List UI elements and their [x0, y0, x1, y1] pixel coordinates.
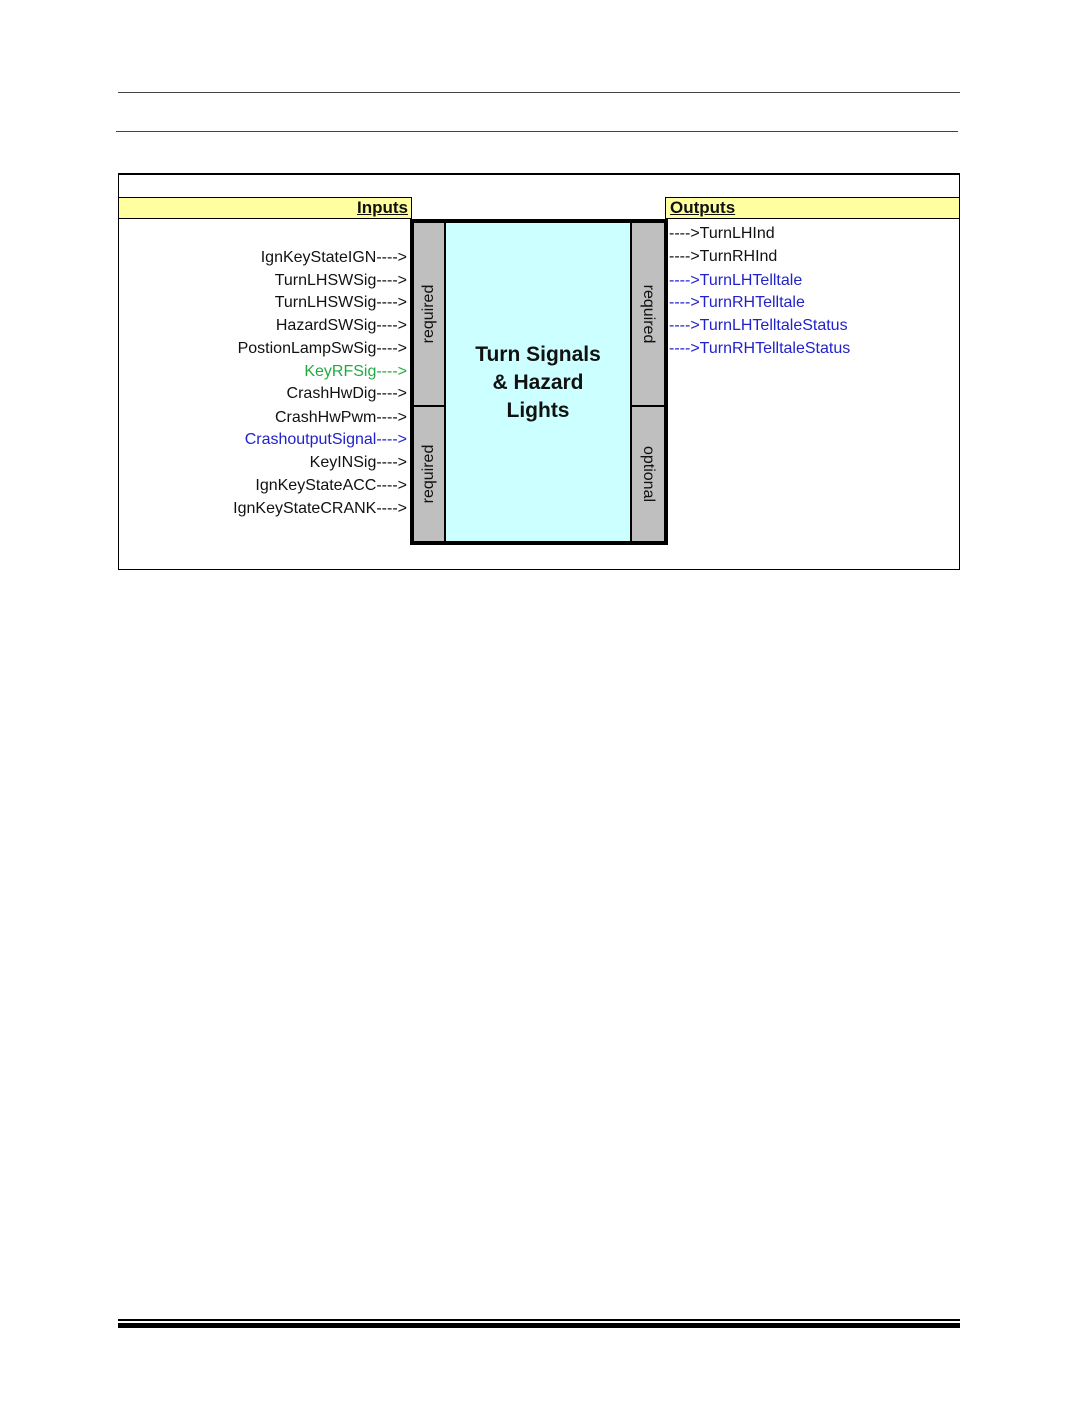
input-signal: KeyINSig----> — [309, 454, 407, 471]
input-signal: IgnKeyStateACC----> — [255, 477, 407, 494]
left-bottom-port — [414, 407, 446, 541]
top-rule-1 — [118, 92, 960, 93]
right-top-port — [630, 223, 664, 407]
output-signal: ---->TurnRHTelltaleStatus — [669, 340, 851, 357]
input-signal: KeyRFSig----> — [304, 363, 407, 380]
output-signal: ---->TurnLHTelltale — [669, 272, 803, 289]
left-top-port-label: required — [420, 284, 437, 344]
output-signal: ---->TurnRHTelltale — [669, 294, 805, 311]
input-signal: PostionLampSwSig----> — [237, 340, 407, 357]
input-signal: TurnLHSWSig----> — [274, 294, 407, 311]
block-title-line: & Hazard — [492, 371, 584, 394]
left-top-port — [414, 223, 446, 407]
output-signal: ---->TurnLHInd — [669, 225, 775, 242]
right-top-port-label: required — [640, 284, 657, 344]
footer-rule-thin — [118, 1319, 960, 1321]
block-title — [446, 341, 630, 425]
input-signal: HazardSWSig----> — [275, 317, 407, 334]
outputs-header: Outputs — [665, 197, 960, 219]
top-rule-2 — [116, 131, 958, 132]
output-signal: ---->TurnLHTelltaleStatus — [669, 317, 848, 334]
input-signal: CrashHwPwm----> — [275, 409, 407, 426]
function-block — [410, 219, 668, 545]
right-bottom-port — [630, 407, 664, 541]
block-title-line: Turn Signals — [475, 343, 601, 366]
input-signal: TurnLHSWSig----> — [274, 272, 407, 289]
input-signal: CrashoutputSignal----> — [244, 431, 407, 448]
input-signal: IgnKeyStateIGN----> — [260, 249, 407, 266]
footer-rule-thick — [118, 1323, 960, 1328]
output-signal: ---->TurnRHInd — [669, 248, 778, 265]
block-title-line: Lights — [506, 399, 570, 422]
inputs-header: Inputs — [118, 197, 412, 219]
right-bottom-port-label: optional — [640, 445, 657, 503]
input-signal: IgnKeyStateCRANK----> — [233, 500, 407, 517]
left-bottom-port-label: required — [420, 444, 437, 504]
input-signal: CrashHwDig----> — [286, 385, 407, 402]
